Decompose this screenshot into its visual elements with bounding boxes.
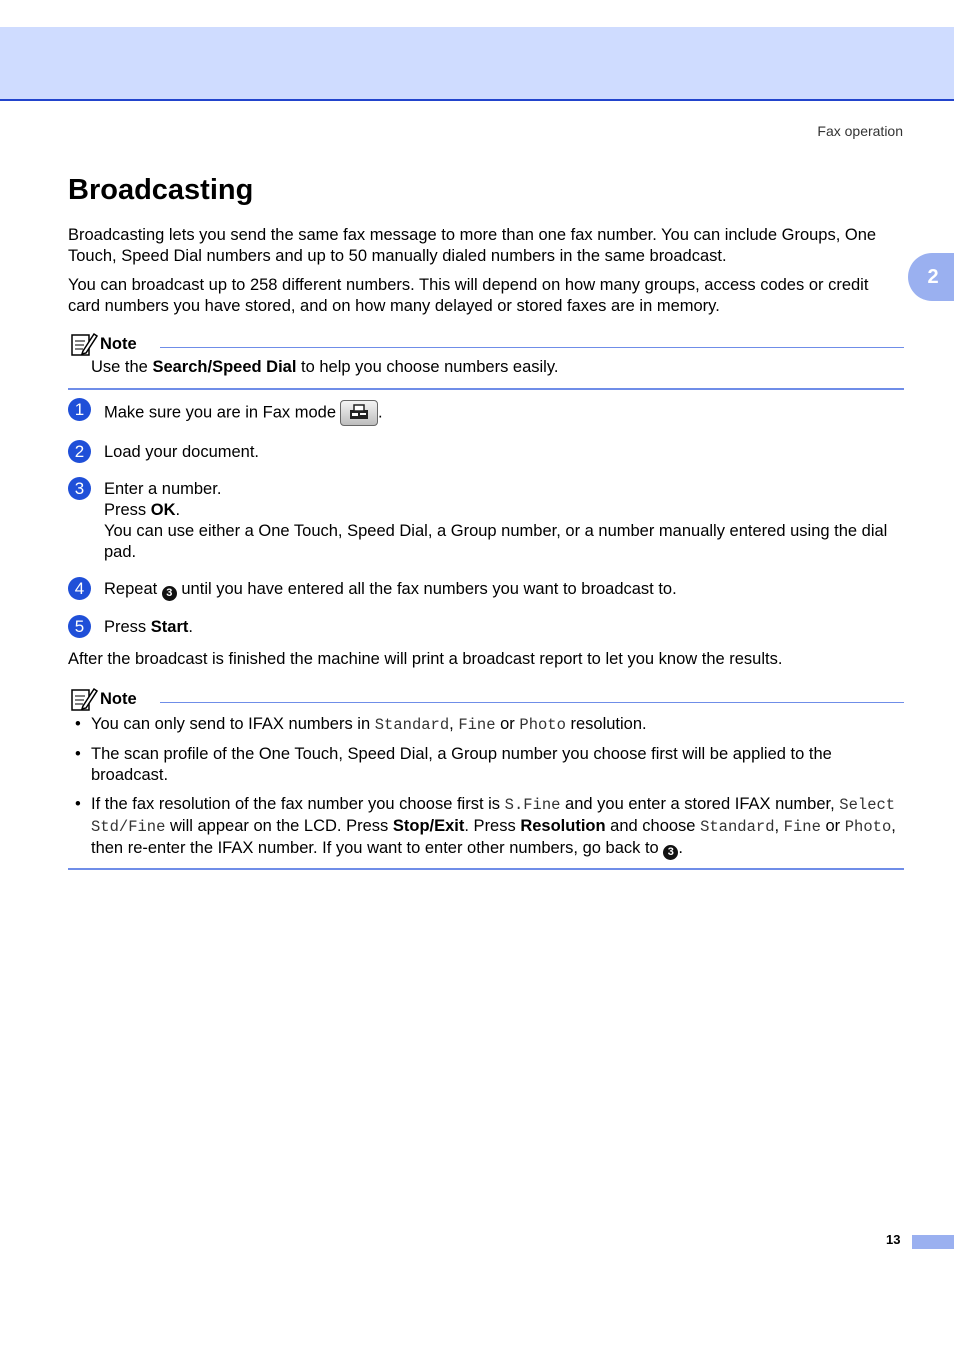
button-name: Stop/Exit (392, 817, 465, 835)
list-item (68, 714, 904, 736)
step-5 (68, 617, 904, 638)
list-text-part: , then re-enter the IFAX number. If you want to enter other numbers, go back to (91, 817, 896, 857)
note-box (68, 331, 904, 390)
lcd-text: Standard (374, 716, 450, 734)
note-text (68, 357, 904, 378)
step-text-part: Repeat (104, 580, 162, 598)
note-text-part: Use the (91, 358, 153, 376)
list-text-part: or (495, 715, 520, 733)
step-4 (68, 579, 904, 601)
intro-paragraph: You can broadcast up to 258 different numbers. This will depend on how many groups, access codes or credit card numbers you have stored, and on how many delayed or stored faxes are in memory. (68, 276, 869, 315)
list-text-part: If the fax resolution of the fax number you choose first is (91, 795, 505, 813)
list-text-part: or (820, 817, 845, 835)
page-tab (912, 1235, 954, 1249)
header-band (0, 27, 954, 101)
page-number: 13 (886, 1232, 901, 1247)
list-text-part: . Press (464, 817, 521, 835)
list-text-part: resolution. (565, 715, 647, 733)
divider (68, 868, 904, 870)
step-reference: 3 (663, 845, 678, 860)
step-number: 1 (68, 398, 91, 421)
lcd-text: Fine (458, 716, 496, 734)
button-name: Resolution (520, 817, 606, 835)
step-3 (68, 479, 904, 563)
lcd-text: Photo (844, 818, 892, 836)
step-number: 5 (68, 615, 91, 638)
steps-list (68, 400, 904, 638)
note-header (68, 331, 904, 357)
main-content (68, 172, 904, 870)
step-text-part: . (175, 501, 181, 519)
note-bullet-list (68, 714, 904, 860)
divider (160, 347, 904, 348)
chapter-tab: 2 (908, 253, 954, 301)
list-text-part: . (678, 839, 683, 857)
note-pencil-icon (70, 331, 98, 357)
note-text-part: to help you choose numbers easily. (296, 358, 559, 376)
step-text: Load your document. (104, 443, 260, 461)
step-text-part: Enter a number. (104, 480, 222, 498)
lcd-text: Select Std/Fine (91, 796, 896, 836)
list-item (68, 794, 904, 860)
note-label: Note (100, 689, 137, 708)
divider (160, 702, 904, 703)
list-text-part: , (449, 715, 459, 733)
button-name: Start (150, 618, 189, 636)
lcd-text: Standard (700, 818, 775, 836)
lcd-text: S.Fine (504, 796, 561, 814)
list-text-part: and you enter a stored IFAX number, (560, 795, 840, 813)
step-number: 2 (68, 440, 91, 463)
note-header (68, 686, 904, 712)
lcd-text: Photo (519, 716, 566, 734)
note-label: Note (100, 334, 137, 353)
step-number: 3 (68, 477, 91, 500)
running-title: Fax operation (817, 123, 903, 139)
page-title: Broadcasting (68, 174, 254, 206)
step-text-part: . (378, 403, 383, 422)
step-text (104, 479, 904, 563)
step-text-part: Make sure you are in Fax mode (104, 403, 337, 422)
list-text-part: and choose (605, 817, 701, 835)
button-name: OK (150, 501, 176, 519)
step-text (104, 617, 904, 638)
step-text-part: . (188, 618, 193, 636)
step-text-part: Press (104, 618, 151, 636)
list-text-part: You can only send to IFAX numbers in (91, 715, 375, 733)
step-reference: 3 (162, 586, 177, 601)
step-text-part: You can use either a One Touch, Speed Dial, a Group number, or a number manually entered using the dial pad. (104, 522, 888, 561)
intro-paragraph: Broadcasting lets you send the same fax message to more than one fax number. You can include Groups, One Touch, Speed Dial numbers and up to 50 manually dialed numbers in the same broadcast. (68, 226, 877, 265)
list-text-part: will appear on the LCD. Press (165, 817, 393, 835)
step-text-part: Press (104, 501, 151, 519)
button-name: Search/Speed Dial (152, 358, 297, 376)
step-number: 4 (68, 577, 91, 600)
note-pencil-icon (70, 686, 98, 712)
after-paragraph: After the broadcast is finished the machine will print a broadcast report to let you know the results. (68, 650, 783, 668)
note-box (68, 686, 904, 870)
list-text-part: , (774, 817, 784, 835)
step-text (104, 400, 904, 426)
fax-mode-icon (340, 400, 378, 426)
list-item: • The scan profile of the One Touch, Speed Dial, a Group number you choose first will be applied to the broadcast. (68, 744, 904, 786)
lcd-text: Fine (783, 818, 821, 836)
step-1 (68, 400, 904, 426)
step-2 (68, 442, 904, 463)
divider (68, 388, 904, 390)
step-text-part: until you have entered all the fax numbers you want to broadcast to. (176, 580, 677, 598)
step-text (104, 579, 904, 601)
